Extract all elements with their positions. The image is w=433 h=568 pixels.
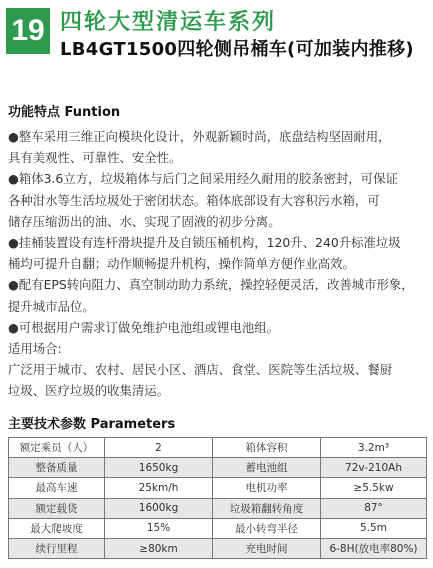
feature-line: ●箱体3.6立方，垃圾箱体与后门之间采用经久耐用的胶条密封，可保证 [8, 171, 398, 187]
param-label: 最小转弯半径 [213, 518, 321, 538]
parameters-table [8, 437, 427, 559]
param-value: ≥80km [105, 538, 213, 558]
feature-line: ●整车采用三维正向模块化设计，外观新颖时尚，底盘结构坚固耐用， [8, 129, 391, 144]
section-number-badge: 19 [6, 8, 50, 54]
param-label: 充电时间 [213, 538, 321, 558]
param-label: 电机功率 [213, 478, 321, 498]
feature-line: 广泛用于城市、农村、居民小区、酒店、食堂、医院等生活垃圾、餐厨 [8, 362, 393, 378]
param-value: 5.5m [321, 518, 427, 538]
feature-line: 储存压缩沥出的油、水、实现了固液的初步分离。 [8, 213, 281, 229]
table-row [9, 518, 427, 538]
feature-line: 具有美观性、可靠性、安全性。 [8, 150, 182, 166]
param-label: 蓄电池组 [213, 458, 321, 478]
feature-line: 适用场合: [8, 341, 62, 357]
param-value: 2 [105, 438, 213, 458]
feature-line: ●配有EPS转向阻力、真空制动助力系统，操控轻便灵活，改善城市形象， [8, 277, 414, 293]
table-row [9, 458, 427, 478]
page-header [0, 0, 433, 62]
feature-line: ●可根据用户需求订做免维护电池组或锂电池组。 [8, 319, 280, 335]
features-body [8, 126, 428, 402]
product-title: LB4GT1500四轮侧吊桶车(可加装内推移) [60, 39, 414, 60]
features-heading: 功能特点 Funtion [8, 105, 121, 120]
param-label: 最大爬坡度 [9, 518, 105, 538]
table-row [9, 478, 427, 498]
feature-line: ●挂桶装置设有连杆滑块提升及自锁压桶机构，120升、240升标准垃圾 [8, 235, 401, 251]
param-value: 72v-210Ah [321, 458, 427, 478]
param-label: 续行里程 [9, 538, 105, 558]
params-heading: 主要技术参数 Parameters [8, 417, 176, 432]
param-value: 1650kg [105, 458, 213, 478]
param-value: 87° [321, 498, 427, 518]
feature-line: 提升城市品位。 [8, 298, 95, 314]
param-value: ≥5.5kw [321, 478, 427, 498]
table-row [9, 498, 427, 518]
series-title: 四轮大型清运车系列 [60, 10, 277, 35]
param-label: 箱体容积 [213, 438, 321, 458]
feature-line: 桶均可提升自翻；动作顺畅提升机构，操作简单方便作业高效。 [8, 256, 355, 272]
param-value: 1600kg [105, 498, 213, 518]
param-label: 整备质量 [9, 458, 105, 478]
param-label: 额定载货 [9, 498, 105, 518]
param-label: 垃圾箱翻转角度 [213, 498, 321, 518]
param-label: 额定乘员（人） [9, 438, 105, 458]
param-value: 15% [105, 518, 213, 538]
table-row [9, 538, 427, 558]
table-row [9, 438, 427, 458]
param-label: 最高车速 [9, 478, 105, 498]
feature-line: 垃圾、医疗垃圾的收集清运。 [8, 383, 170, 399]
param-value: 25km/h [105, 478, 213, 498]
feature-line: 各种泔水等生活垃圾处于密闭状态。箱体底部设有大容积污水箱，可 [8, 192, 380, 208]
param-value: 3.2m³ [321, 438, 427, 458]
param-value: 6-8H(放电率80%) [321, 538, 427, 558]
